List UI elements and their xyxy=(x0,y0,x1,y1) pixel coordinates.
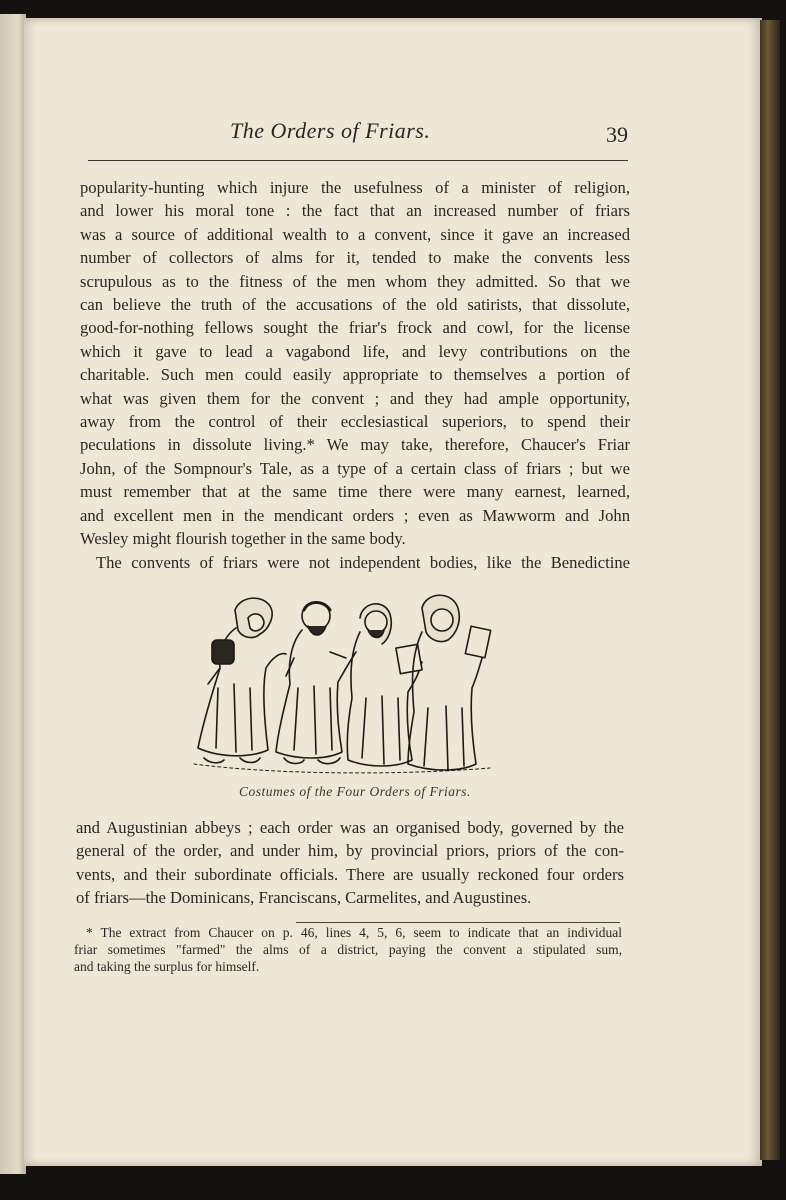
text-line: must remember that at the same time there were many earnest, learned, xyxy=(80,482,630,502)
page-number: 39 xyxy=(606,122,628,147)
footnote-line: * The extract from Chaucer on p. 46, lines 4, 5, 6, seem to indicate that an individual xyxy=(86,925,622,940)
figure-caption: Costumes of the Four Orders of Friars. xyxy=(239,784,471,799)
text-line: of friars—the Dominicans, Franciscans, Carmelites, and Augustines. xyxy=(76,888,532,908)
running-title: The Orders of Friars. xyxy=(230,118,431,143)
text-line: general of the order, and under him, by provincial priors, priors of the con- xyxy=(76,841,624,861)
friar-figure-4 xyxy=(408,595,491,770)
page-header xyxy=(80,118,628,154)
friar-figure-1 xyxy=(198,598,286,763)
text-line: and excellent men in the mendicant orders ; even as Mawworm and John xyxy=(80,505,630,525)
text-line: popularity-hunting which injure the usefulness of a minister of religion, xyxy=(80,178,630,197)
header-rule xyxy=(88,160,628,161)
friar-figure-2 xyxy=(276,602,356,764)
body-text xyxy=(80,176,630,574)
book-fore-edge xyxy=(760,20,780,1160)
footnote xyxy=(74,924,622,975)
text-line: and Augustinian abbeys ; each order was an organised body, governed by the xyxy=(76,818,624,837)
text-line: John, of the Sompnour's Tale, as a type of a certain class of friars ; but we xyxy=(80,458,630,478)
text-line: which it gave to lead a vagabond life, and levy contributions on the xyxy=(80,341,630,361)
text-line: number of collectors of alms for it, tended to make the convents less xyxy=(80,248,630,268)
text-line: what was given them for the convent ; and they had ample opportunity, xyxy=(80,388,630,408)
text-line: can believe the truth of the accusations of the old satirists, that dissolute, xyxy=(80,295,630,315)
footnote-line: friar sometimes "farmed" the alms of a district, paying the convent a stipulated sum, xyxy=(74,942,622,957)
text-line: charitable. Such men could easily appropriate to themselves a portion of xyxy=(80,365,630,385)
friars-illustration xyxy=(190,588,510,778)
text-line: was a source of additional wealth to a convent, since it gave an increased xyxy=(80,224,630,244)
facing-page-edge xyxy=(0,14,26,1174)
text-line: The convents of friars were not independent bodies, like the Benedictine xyxy=(96,552,630,572)
body-text-continued xyxy=(76,816,624,910)
text-line: and lower his moral tone : the fact that an increased number of friars xyxy=(80,201,630,221)
text-line: good-for-nothing fellows sought the friar's frock and cowl, for the license xyxy=(80,318,630,338)
text-line: peculations in dissolute living.* We may take, therefore, Chaucer's Friar xyxy=(80,435,630,455)
text-line: scrupulous as to the fitness of the men whom they admitted. So that we xyxy=(80,271,630,291)
text-line: Wesley might flourish together in the same body. xyxy=(80,529,406,549)
footnote-line: and taking the surplus for himself. xyxy=(74,959,260,974)
text-line: away from the control of their ecclesiastical superiors, to spend their xyxy=(80,412,630,432)
footnote-rule xyxy=(296,922,620,923)
text-line: vents, and their subordinate officials. There are usually reckoned four orders xyxy=(76,864,624,884)
friar-figure-3 xyxy=(347,604,422,766)
